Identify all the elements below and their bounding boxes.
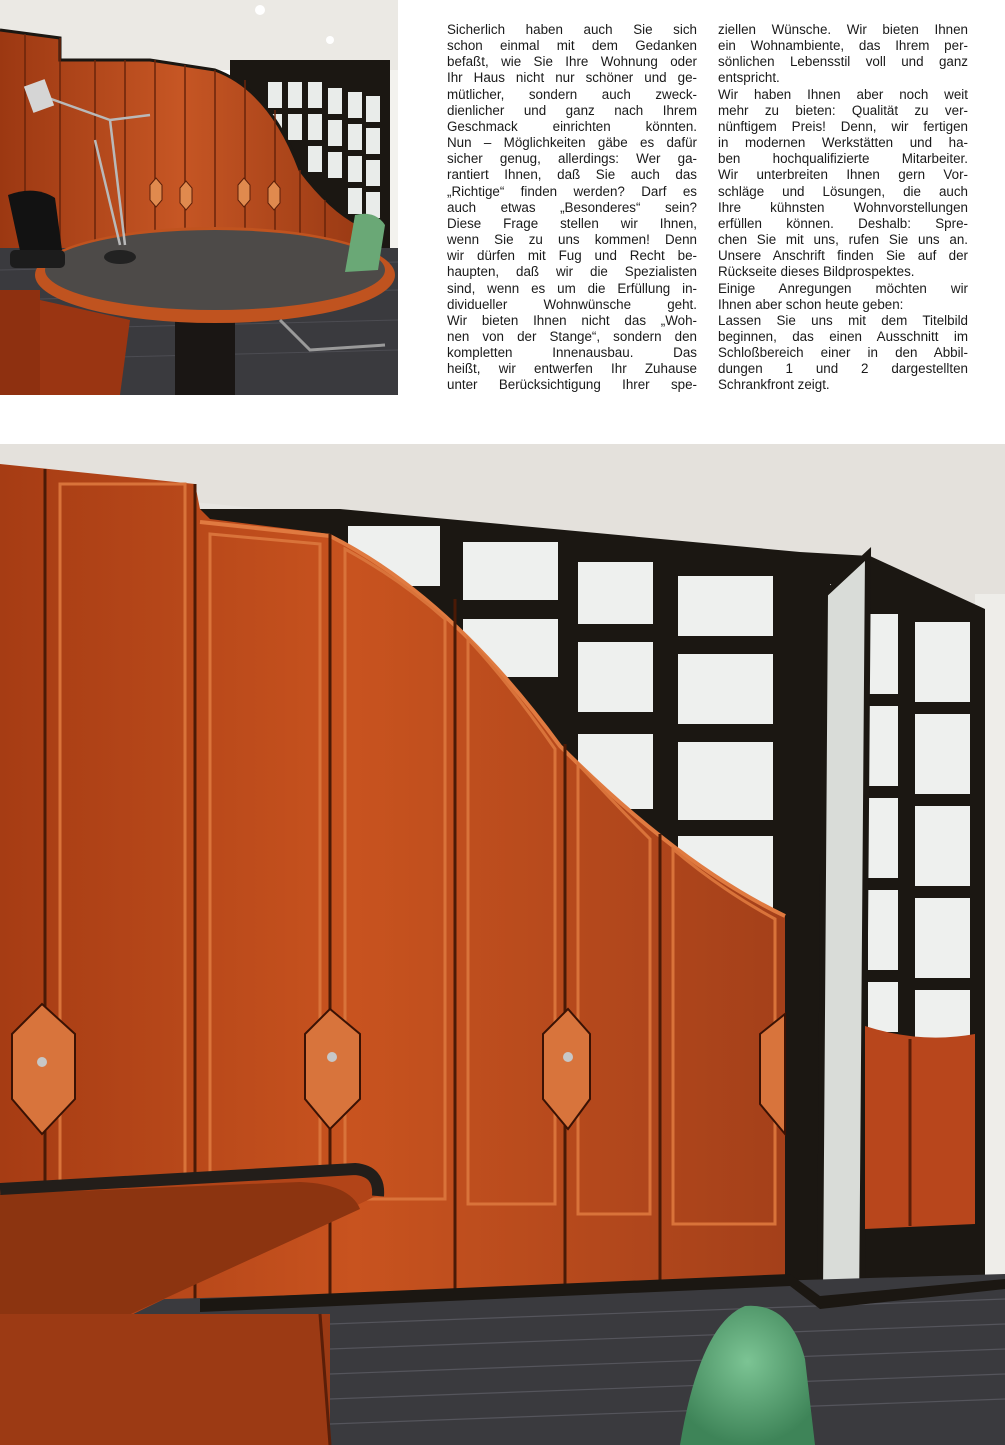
text-line: Lassen Sie uns mit dem Titelbild (718, 312, 968, 328)
text-line: unter Berücksichtigung Ihrer spe- (447, 377, 697, 393)
text-line: mehr zu bieten: Qualität zu ver- (718, 102, 968, 118)
text-line: sönlichen Lebensstil voll und ganz (718, 54, 968, 70)
text-line: sind, wenn es um die Erfüllung in- (447, 280, 697, 296)
right-lower-panels (865, 1026, 975, 1229)
text-line: dungen 1 und 2 dargestellten (718, 361, 968, 377)
text-column-1 (447, 22, 697, 394)
text-line: erfüllen können. Deshalb: Spre- (718, 215, 968, 231)
photo-wardrobe-wall (0, 444, 1005, 1445)
office-scene (0, 0, 398, 395)
text-line: befaßt, wie Sie Ihre Wohnung oder (447, 54, 697, 70)
text-line: entspricht. (718, 70, 780, 86)
text-line: ben hochqualifizierte Mitarbeiter. (718, 151, 968, 167)
text-line: nen von der Stange“, sondern den (447, 328, 697, 344)
text-line: Rückseite dieses Bildprospektes. (718, 264, 915, 280)
text-line: Nun – Möglichkeiten gäbe es dafür (447, 135, 697, 151)
text-line: schon einmal mit dem Gedanken (447, 38, 697, 54)
text-line: dienlicher und ganz nach Ihrem (447, 102, 697, 118)
text-line: Geschmack einrichten könnten. (447, 118, 697, 134)
text-line: sicher genug, allerdings: Wer ga- (447, 151, 697, 167)
text-line: Ihnen aber schon heute geben: (718, 296, 904, 312)
text-line: „Richtige“ finden werden? Darf es (447, 183, 697, 199)
paragraph-offer (718, 87, 968, 394)
text-line: wir dürfen mit Fug und Recht be- (447, 248, 697, 264)
text-line: Einige Anregungen möchten wir (718, 280, 968, 296)
text-line: Wir bieten Ihnen nicht das „Woh- (447, 312, 697, 328)
photo-office-desk (0, 0, 398, 395)
text-line: Ihre kühnsten Wohnvorstellungen (718, 199, 968, 215)
text-line: heißt, wir entwerfen Ihr Zuhause (447, 361, 697, 377)
desk-base (175, 320, 235, 395)
text-line: Sicherlich haben auch Sie sich (447, 22, 697, 37)
text-line: Unsere Anschrift finden Sie auf der (718, 248, 968, 264)
text-line: Ihr Haus nicht nur schöner und ge- (447, 70, 697, 86)
text-line: Wir unterbreiten Ihnen gern Vor- (718, 167, 968, 183)
text-line: Schloßbereich einer in den Abbil- (718, 345, 968, 361)
text-line: beginnen, das einen Ausschnitt im (718, 328, 968, 344)
text-line: rantiert Ihnen, daß Sie auch das (447, 167, 697, 183)
text-line: Schrankfront zeigt. (718, 377, 830, 393)
text-line: chen Sie mit uns, rufen Sie uns an. (718, 232, 968, 248)
text-line: ziellen Wünsche. Wir bieten Ihnen (718, 22, 968, 37)
text-line: ein Wohnambiente, das Ihrem per- (718, 38, 968, 54)
text-line: Diese Frage stellen wir Ihnen, (447, 215, 697, 231)
paragraph-intro (447, 22, 697, 394)
paragraph-continuation (718, 22, 968, 87)
text-line: nünftigem Preis! Denn, wir fertigen (718, 118, 968, 134)
text-line: in modernen Werkstätten und ha- (718, 135, 968, 151)
text-line: mütlicher, sondern auch zweck- (447, 86, 697, 102)
text-line: wenn Sie zu uns kommen! Denn (447, 232, 697, 248)
open-glass-door[interactable] (820, 554, 868, 1314)
text-line: kompletten Innenausbau. Das (447, 345, 697, 361)
text-line: Wir haben Ihnen aber noch weit (718, 86, 968, 102)
text-column-2 (718, 22, 968, 394)
text-line: auch etwas „Besonderes“ sein? (447, 199, 697, 215)
wardrobe-scene (0, 444, 1005, 1445)
text-line: schläge und Lösungen, die auch (718, 183, 968, 199)
text-line: dividueller Wohnwünsche geht. (447, 296, 697, 312)
text-line: haupten, daß wir die Spezialisten (447, 264, 697, 280)
